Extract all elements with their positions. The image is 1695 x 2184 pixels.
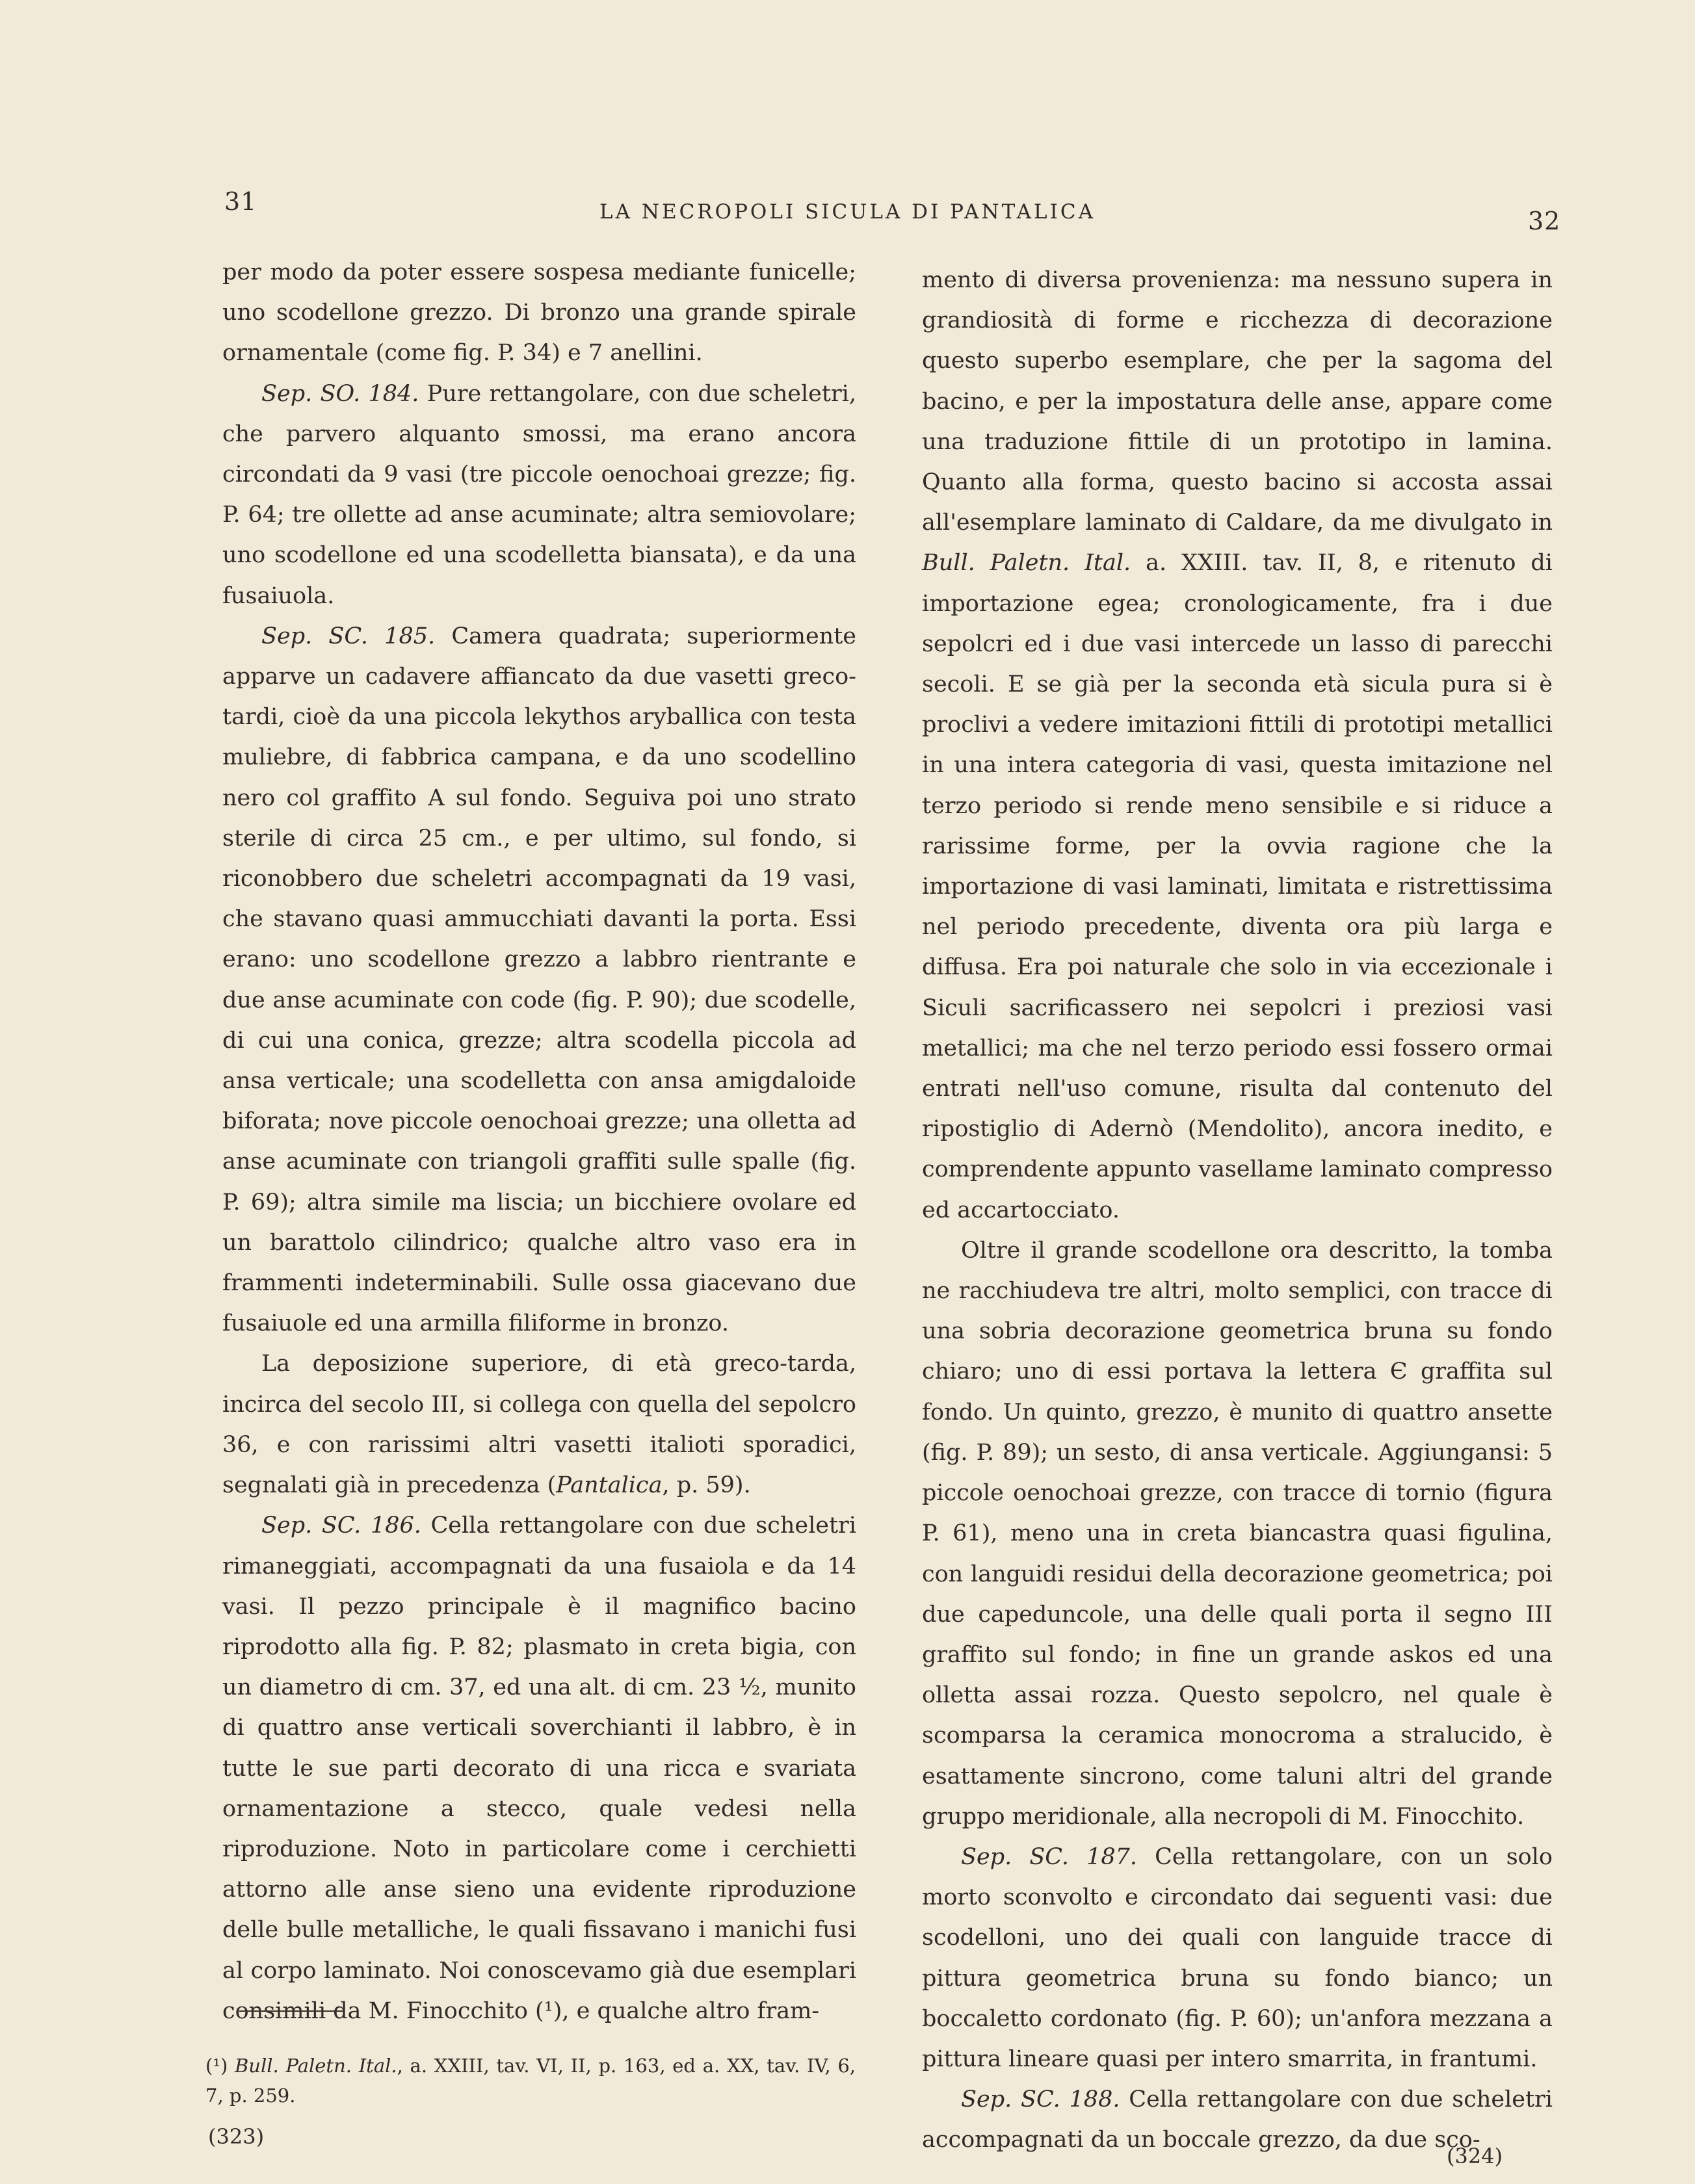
paragraph-text: Cella rettangolare con due scheletri accompagnati da un boccale grezzo, da due sco- bbox=[922, 2086, 1553, 2153]
paragraph-text: Pure rettangolare, con due scheletri, che parvero alquanto smossi, ma erano ancora circondati da 9 vasi (tre piccole oenochoai grezze; fig. P. 64; tre ollette ad anse acuminate; altra semiovolare; uno scodellone ed una scodelletta biansata), e da una fusaiuola. bbox=[222, 380, 856, 609]
paragraph bbox=[922, 260, 1553, 1230]
paragraph-text: , p. 59). bbox=[662, 1472, 751, 1499]
left-column bbox=[222, 252, 856, 2031]
running-head: LA NECROPOLI SICULA DI PANTALICA bbox=[599, 200, 1096, 224]
paragraph-text: Camera quadrata; superiormente apparve un cadavere affiancato da due vasetti greco-tardi, cioè da una piccola lekythos aryballica con testa muliebre, di fabbrica campana, e da uno scodellino nero col graffito A sul fondo. Seguiva poi uno strato sterile di circa 25 cm., e per ultimo, sul fondo, si riconobbero due scheletri accompagnati da 19 vasi, che stavano quasi ammucchiati davanti la porta. Essi erano: uno scodellone grezzo a labbro rientrante e due anse acuminate con code (fig. P. 90); due scodelle, di cui una conica, grezze; altra scodella piccola ad ansa verticale; una scodelletta con ansa amigdaloide biforata; nove piccole oenochoai grezze; una olletta ad anse acuminate con triangoli graffiti sulle spalle (fig. P. 69); altra simile ma liscia; un bicchiere ovolare ed un barattolo cilindrico; qualche altro vaso era in frammenti indeterminabili. Sulle ossa giacevano due fusaiuole ed una armilla filiforme in bronzo. bbox=[222, 623, 856, 1337]
tomb-label: Sep. SC. 185. bbox=[261, 623, 436, 649]
paragraph-text: Cella rettangolare, con un solo morto sconvolto e circondato dai seguenti vasi: due scodelloni, uno dei quali con languide tracce di pittura geometrica bruna su fondo bianco; un boccaletto cordonato (fig. P. 60); un'anfora mezzana a pittura lineare quasi per intero smarrita, in frantumi. bbox=[922, 1843, 1553, 2072]
citation-italic: Pantalica bbox=[556, 1472, 663, 1499]
citation-italic: Bull. Paletn. Ital. bbox=[922, 550, 1131, 577]
footnote bbox=[205, 2051, 856, 2111]
footnote-rule bbox=[239, 2010, 345, 2012]
paragraph-text: a. XXIII. tav. II, 8, e ritenuto di importazione egea; cronologicamente, fra i due sepolcri ed i due vasi intercede un lasso di parecchi secoli. E se già per la seconda età sicula pura si è proclivi a vedere imitazioni fittili di prototipi metallici in una intera categoria di vasi, questa imitazione nel terzo periodo si rende meno sensibile e si riduce a rarissime forme, per la ovvia ragione che la importazione di vasi laminati, limitata e ristrettissima nel periodo precedente, diventa ora più larga e diffusa. Era poi naturale che solo in via eccezionale i Siculi sacrificassero nei sepolcri i preziosi vasi metallici; ma che nel terzo periodo essi fossero ormai entrati nell'uso comune, risulta dal contenuto del ripostiglio di Adernò (Mendolito), ancora inedito, e comprendente appunto vasellame laminato compresso ed accartocciato. bbox=[922, 550, 1553, 1223]
paragraph-text: Cella rettangolare con due scheletri rimaneggiati, accompagnati da una fusaiola e da 14 vasi. Il pezzo principale è il magnifico bacino riprodotto alla fig. P. 82; plasmato in creta bigia, con un diametro di cm. 37, ed una alt. di cm. 23 ½, munito di quattro anse verticali soverchianti il labbro, è in tutte le sue parti decorato di una ricca e svariata ornamentazione a stecco, quale vedesi nella riproduzione. Noto in particolare come i cerchietti attorno alle anse sieno una evidente riproduzione delle bulle metalliche, le quali fissavano i manichi fusi al corpo laminato. Noi conoscevamo già due esemplari consimili da M. Finocchito (¹), e qualche altro fram- bbox=[222, 1513, 856, 2024]
paragraph-sep-186 bbox=[222, 1505, 856, 2031]
paragraph: Oltre il grande scodellone ora descritto, la tomba ne racchiudeva tre altri, molto semplici, con tracce di una sobria decorazione geometrica bruna su fondo chiaro; uno di essi portava la lettera Є graffita sul fondo. Un quinto, grezzo, è munito di quattro ansette (fig. P. 89); un sesto, di ansa verticale. Aggiungansi: 5 piccole oenochoai grezze, con tracce di tornio (figura P. 61), meno una in creta biancastra quasi figulina, con languidi residui della decorazione geometrica; poi due capeduncole, una delle quali porta il segno III graffito sul fondo; in fine un grande askos ed una olletta assai rozza. Questo sepolcro, nel quale è scomparsa la ceramica monocroma a stralucido, è esattamente sincrono, come taluni altri del grande gruppo meridionale, alla necropoli di M. Finocchito. bbox=[922, 1237, 1553, 1830]
right-column bbox=[922, 260, 1553, 2161]
column-number-right: 32 bbox=[1528, 207, 1561, 235]
footnote-text: , a. XXIII, tav. VI, II, p. 163, ed a. XX, tav. IV, 6, 7, p. 259. bbox=[205, 2055, 856, 2107]
footnote-mark: (¹) bbox=[205, 2055, 235, 2077]
tomb-label: Sep. SC. 188. bbox=[961, 2086, 1120, 2113]
paragraph-text: La deposizione superiore, di età greco-tarda, incirca del secolo III, si collega con quella del sepolcro 36, e con rarissimi altri vasetti italioti sporadici, segnalati già in precedenza ( bbox=[222, 1351, 856, 1499]
paragraph-sep-184 bbox=[222, 374, 856, 616]
paragraph bbox=[222, 1344, 856, 1505]
tomb-label: Sep. SC. 187. bbox=[961, 1843, 1138, 1870]
signature-mark-right: (324) bbox=[1447, 2144, 1503, 2168]
column-number-left: 31 bbox=[224, 187, 257, 216]
paragraph-sep-187 bbox=[922, 1837, 1553, 2079]
tomb-label: Sep. SO. 184. bbox=[261, 380, 419, 407]
signature-mark-left: (323) bbox=[208, 2124, 265, 2149]
paragraph-sep-185 bbox=[222, 616, 856, 1344]
paragraph: per modo da poter essere sospesa mediante funicelle; uno scodellone grezzo. Di bronzo una grande spirale ornamentale (come fig. P. 34) e 7 anellini. bbox=[222, 259, 856, 367]
footnote-citation: Bull. Paletn. Ital. bbox=[235, 2055, 397, 2077]
paragraph-text: mento di diversa provenienza: ma nessuno supera in grandiosità di forme e ricchezza di decorazione questo superbo esemplare, che per la sagoma del bacino, e per la impostatura delle anse, appare come una traduzione fittile di un prototipo in lamina. Quanto alla forma, questo bacino si accosta assai all'esemplare laminato di Caldare, da me divulgato in bbox=[922, 267, 1553, 536]
tomb-label: Sep. SC. 186. bbox=[261, 1513, 421, 1539]
